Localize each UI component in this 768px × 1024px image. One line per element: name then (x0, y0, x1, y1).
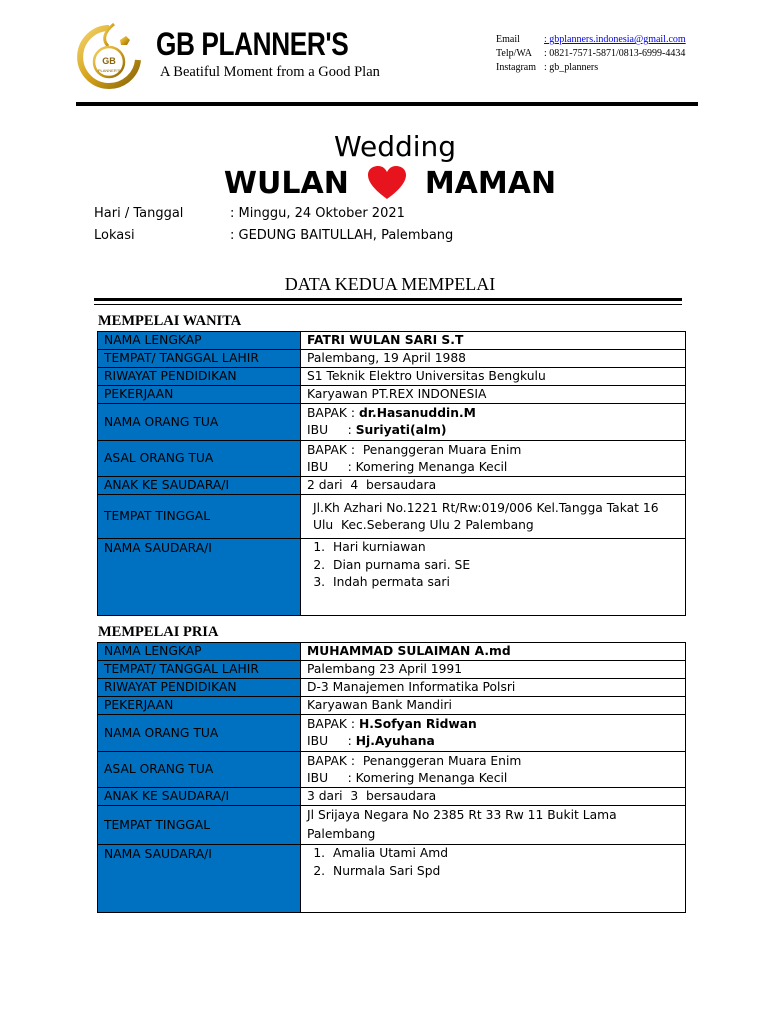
table-row (98, 332, 686, 350)
table-row (98, 752, 686, 788)
table-row (98, 697, 686, 715)
contact-block (496, 33, 686, 75)
bride-origin (301, 441, 686, 477)
contact-instagram-value: : gb_planners (544, 62, 599, 73)
bride-origin-father: BAPAK : Penanggeran Muara Enim (307, 442, 522, 457)
table-row (98, 350, 686, 368)
table-row (98, 661, 686, 679)
groom-origin-father: BAPAK : Penanggeran Muara Enim (307, 753, 522, 768)
section-title: DATA KEDUA MEMPELAI (284, 274, 496, 294)
row-label: NAMA LENGKAP (98, 332, 301, 350)
row-label: NAMA ORANG TUA (98, 715, 301, 752)
table-row (98, 679, 686, 697)
table-row (98, 715, 686, 752)
table-row (98, 539, 686, 616)
contact-email-label: Email (496, 34, 520, 45)
header-divider (76, 102, 698, 106)
contact-email (496, 33, 686, 47)
list-item: 1. Hari kurniawan (329, 539, 679, 557)
bride-mother: Suriyati(alm) (355, 423, 447, 437)
couple-names (0, 165, 768, 201)
row-label: ASAL ORANG TUA (98, 752, 301, 788)
groom-siblings (301, 845, 686, 913)
bride-address-line2: Ulu Kec.Seberang Ulu 2 Palembang (313, 517, 534, 532)
list-item: 1. Amalia Utami Amd (329, 845, 679, 863)
brand-name: GB PLANNER'S (156, 26, 349, 62)
row-label: TEMPAT/ TANGGAL LAHIR (98, 350, 301, 368)
bride-siblings (301, 539, 686, 616)
event-date (94, 206, 405, 221)
contact-instagram (496, 61, 686, 75)
contact-instagram-label: Instagram (496, 62, 536, 73)
bride-parents (301, 404, 686, 441)
row-label: PEKERJAAN (98, 386, 301, 404)
bride-full-name: FATRI WULAN SARI S.T (301, 332, 686, 350)
section-divider-thin (94, 304, 682, 305)
groom-address-line2: Palembang (307, 827, 376, 841)
row-label: ASAL ORANG TUA (98, 441, 301, 477)
row-label: NAMA SAUDARA/I (98, 845, 301, 913)
event-date-label: Hari / Tanggal (94, 206, 184, 221)
event-location-label: Lokasi (94, 228, 135, 243)
table-row (98, 495, 686, 539)
section-divider-thick (94, 298, 682, 301)
bride-birth: Palembang, 19 April 1988 (301, 350, 686, 368)
contact-email-link[interactable]: : gbplanners.indonesia@gmail.com (544, 34, 686, 45)
groom-father: H.Sofyan Ridwan (358, 717, 477, 731)
father-prefix: BAPAK : (307, 406, 356, 420)
event-title: Wedding (333, 130, 457, 163)
contact-phone-label: Telp/WA (496, 48, 532, 59)
row-label: ANAK KE SAUDARA/I (98, 788, 301, 806)
table-row (98, 404, 686, 441)
row-label: ANAK KE SAUDARA/I (98, 477, 301, 495)
groom-mother: Hj.Ayuhana (355, 734, 435, 748)
groom-job: Karyawan Bank Mandiri (301, 697, 686, 715)
bride-child-order: 2 dari 4 bersaudara (301, 477, 686, 495)
row-label: NAMA ORANG TUA (98, 404, 301, 441)
brand-tagline: A Beatiful Moment from a Good Plan (160, 64, 380, 80)
row-label: TEMPAT TINGGAL (98, 806, 301, 845)
row-label: TEMPAT/ TANGGAL LAHIR (98, 661, 301, 679)
svg-text:GB: GB (102, 56, 116, 66)
mother-prefix: IBU : (307, 734, 352, 748)
groom-full-name: MUHAMMAD SULAIMAN A.md (301, 643, 686, 661)
bride-table (97, 331, 686, 616)
groom-address (301, 806, 686, 845)
father-prefix: BAPAK : (307, 717, 356, 731)
groom-table (97, 642, 686, 913)
groom-address-line1: Jl Srijaya Negara No 2385 Rt 33 Rw 11 Bukit Lama (307, 808, 617, 822)
bride-origin-mother: IBU : Komering Menanga Kecil (307, 459, 508, 474)
bride-address-line1: Jl.Kh Azhari No.1221 Rt/Rw:019/006 Kel.Tangga Takat 16 (313, 500, 659, 515)
bride-short-name: WULAN (223, 165, 349, 201)
event-location-value: : GEDUNG BAITULLAH, Palembang (230, 228, 454, 243)
mother-prefix: IBU : (307, 423, 352, 437)
groom-siblings-list (307, 845, 679, 880)
groom-child-order: 3 dari 3 bersaudara (301, 788, 686, 806)
row-label: PEKERJAAN (98, 697, 301, 715)
groom-heading: MEMPELAI PRIA (98, 624, 219, 640)
table-row (98, 806, 686, 845)
gb-planners-logo (74, 22, 144, 92)
contact-phone-value: : 0821-7571-5871/0813-6999-4434 (544, 48, 686, 59)
row-label: RIWAYAT PENDIDIKAN (98, 679, 301, 697)
bride-address (301, 495, 686, 539)
table-row (98, 788, 686, 806)
bride-father: dr.Hasanuddin.M (358, 406, 476, 420)
table-row (98, 386, 686, 404)
bride-education: S1 Teknik Elektro Universitas Bengkulu (301, 368, 686, 386)
row-label: NAMA SAUDARA/I (98, 539, 301, 616)
groom-birth: Palembang 23 April 1991 (301, 661, 686, 679)
groom-origin-mother: IBU : Komering Menanga Kecil (307, 770, 508, 785)
groom-short-name: MAMAN (424, 165, 557, 201)
list-item: 2. Dian purnama sari. SE (329, 557, 679, 575)
row-label: TEMPAT TINGGAL (98, 495, 301, 539)
table-row (98, 368, 686, 386)
row-label: RIWAYAT PENDIDIKAN (98, 368, 301, 386)
table-row (98, 477, 686, 495)
groom-parents (301, 715, 686, 752)
heart-icon (367, 165, 407, 201)
bride-heading: MEMPELAI WANITA (98, 313, 242, 329)
bride-job: Karyawan PT.REX INDONESIA (301, 386, 686, 404)
contact-phone (496, 47, 686, 61)
list-item: 3. Indah permata sari (329, 574, 679, 592)
svg-text:PLANNER'S: PLANNER'S (97, 68, 121, 73)
bride-siblings-list (307, 539, 679, 592)
groom-education: D-3 Manajemen Informatika Polsri (301, 679, 686, 697)
list-item: 2. Nurmala Sari Spd (329, 863, 679, 881)
table-row (98, 643, 686, 661)
event-location (94, 228, 453, 243)
table-row (98, 441, 686, 477)
row-label: NAMA LENGKAP (98, 643, 301, 661)
table-row (98, 845, 686, 913)
groom-origin (301, 752, 686, 788)
event-date-value: : Minggu, 24 Oktober 2021 (230, 206, 405, 221)
